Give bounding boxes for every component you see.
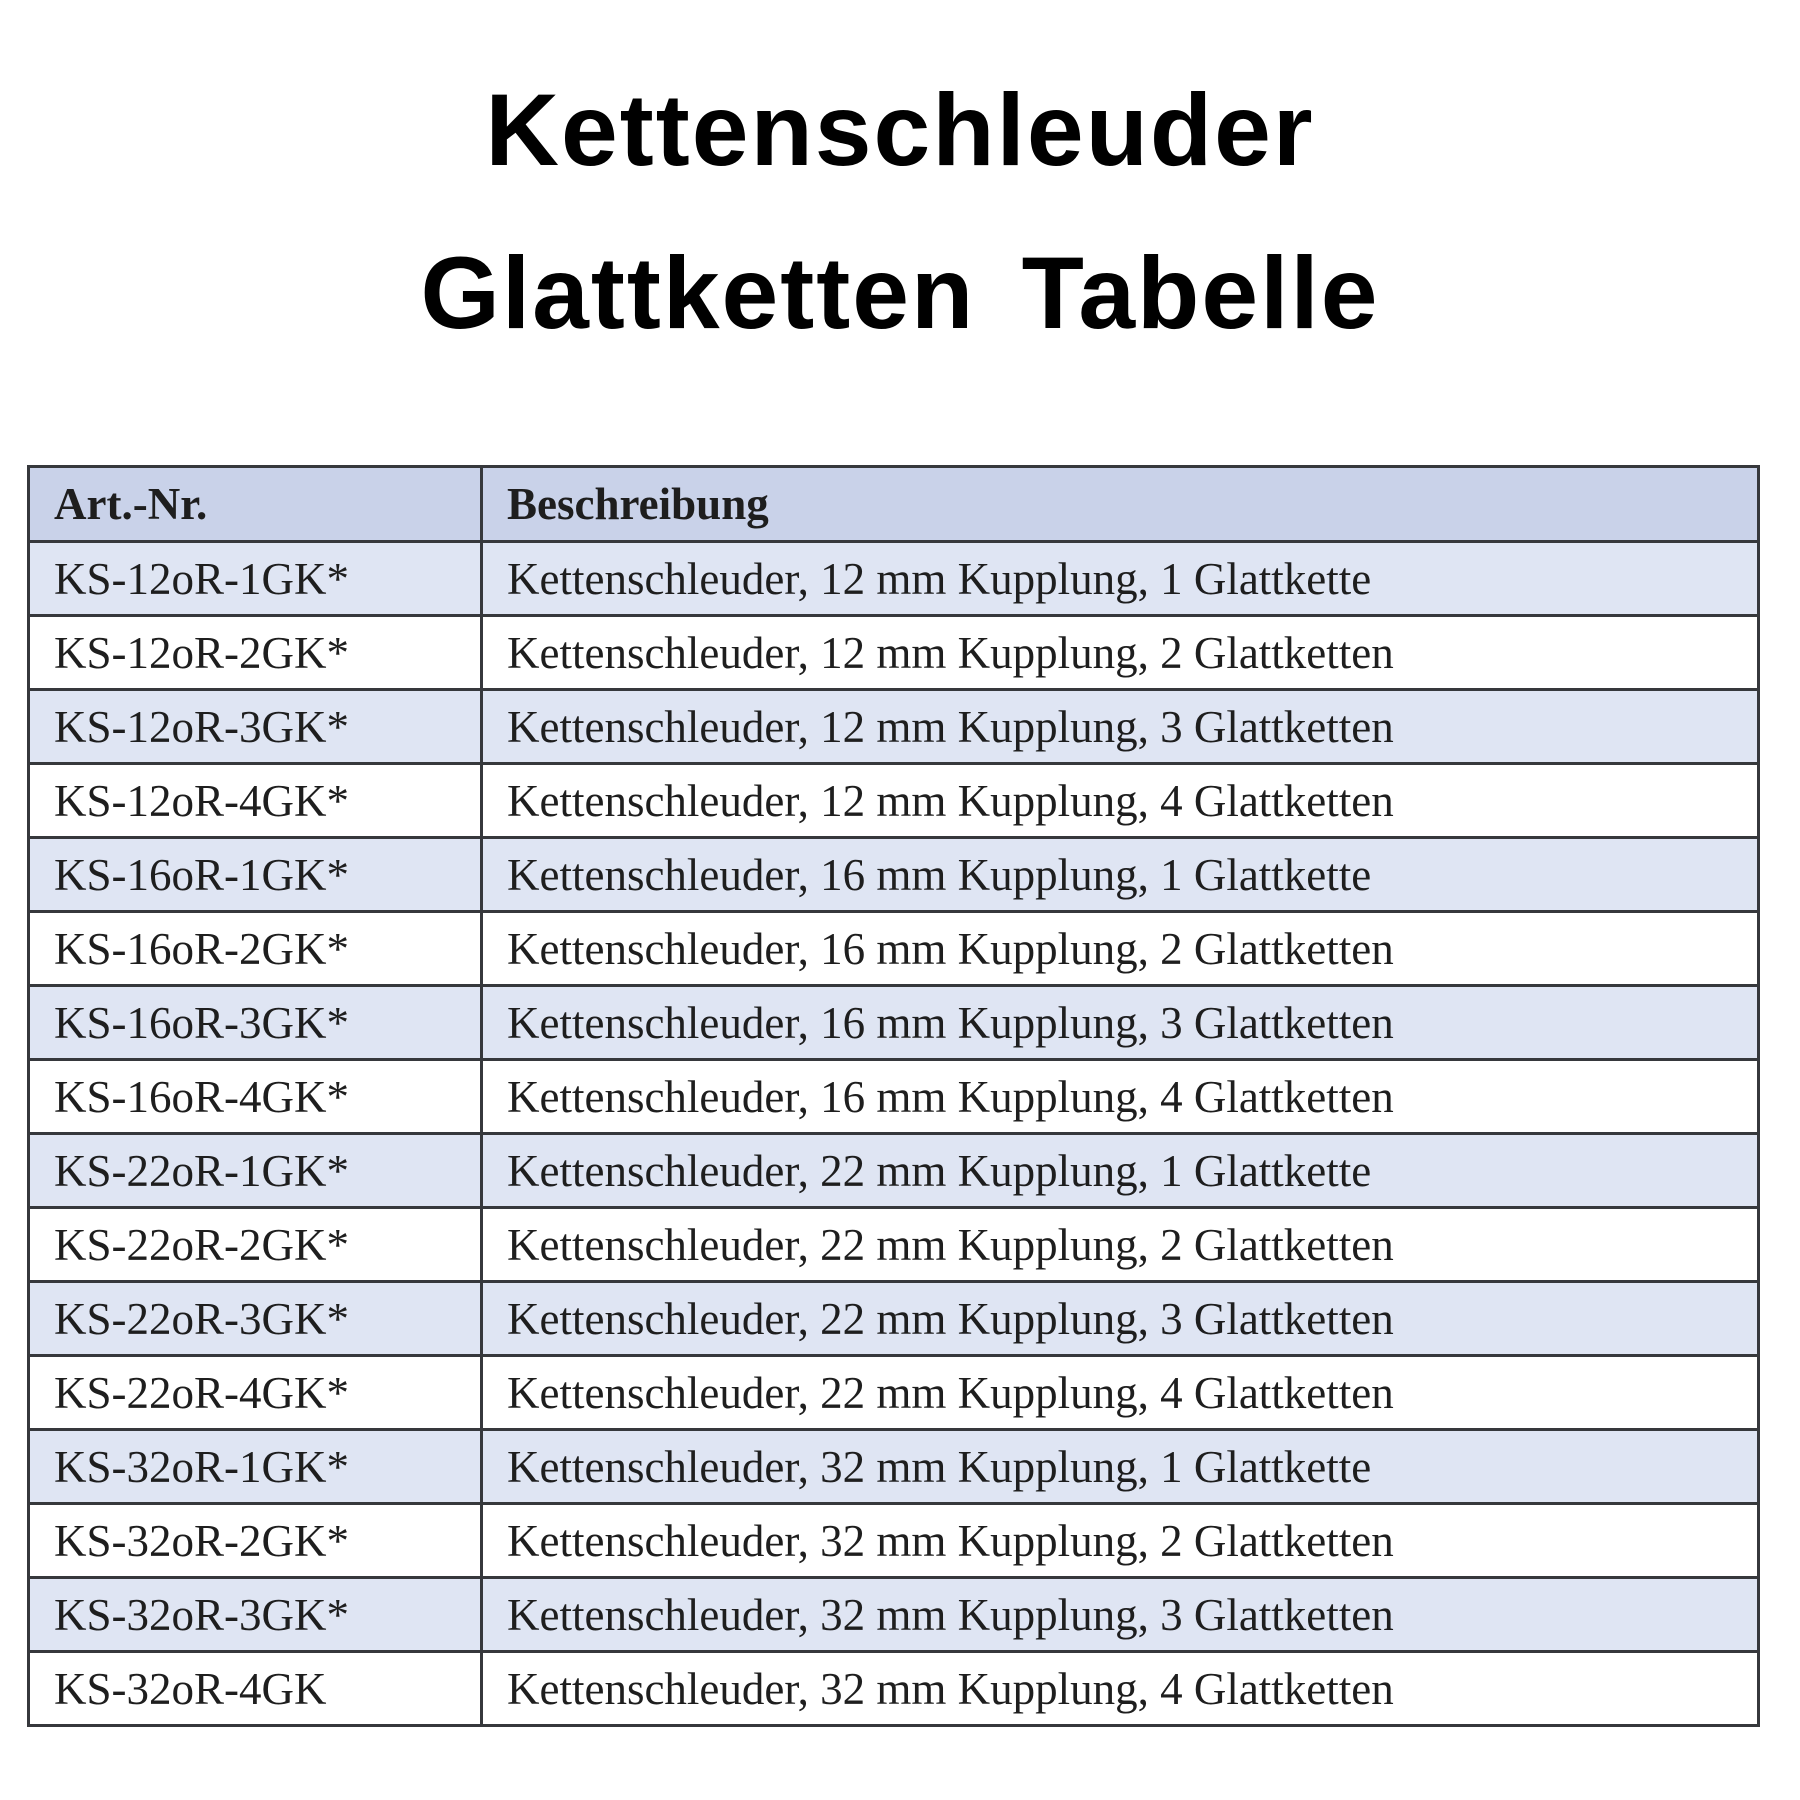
page-title-line-1: Kettenschleuder xyxy=(485,73,1315,187)
cell-art_nr: KS-16oR-2GK* xyxy=(29,912,482,986)
table-row xyxy=(29,1504,1759,1578)
table-row xyxy=(29,542,1759,616)
table-header xyxy=(29,467,1759,542)
table-row xyxy=(29,1208,1759,1282)
cell-art_nr: KS-22oR-3GK* xyxy=(29,1282,482,1356)
cell-art_nr: KS-32oR-2GK* xyxy=(29,1504,482,1578)
cell-art_nr: KS-32oR-3GK* xyxy=(29,1578,482,1652)
table-row xyxy=(29,838,1759,912)
cell-beschreibung: Kettenschleuder, 16 mm Kupplung, 1 Glattkette xyxy=(482,838,1759,912)
cell-art_nr: KS-22oR-4GK* xyxy=(29,1356,482,1430)
table-row xyxy=(29,1356,1759,1430)
table-row xyxy=(29,1430,1759,1504)
table-row xyxy=(29,1652,1759,1726)
cell-art_nr: KS-22oR-2GK* xyxy=(29,1208,482,1282)
cell-art_nr: KS-32oR-1GK* xyxy=(29,1430,482,1504)
table-row xyxy=(29,912,1759,986)
table-row xyxy=(29,690,1759,764)
cell-art_nr: KS-16oR-4GK* xyxy=(29,1060,482,1134)
page-title xyxy=(0,73,1800,350)
cell-beschreibung: Kettenschleuder, 16 mm Kupplung, 4 Glattketten xyxy=(482,1060,1759,1134)
table-row xyxy=(29,1060,1759,1134)
cell-beschreibung: Kettenschleuder, 12 mm Kupplung, 2 Glattketten xyxy=(482,616,1759,690)
cell-beschreibung: Kettenschleuder, 22 mm Kupplung, 3 Glattketten xyxy=(482,1282,1759,1356)
table-row xyxy=(29,764,1759,838)
cell-beschreibung: Kettenschleuder, 16 mm Kupplung, 3 Glattketten xyxy=(482,986,1759,1060)
cell-beschreibung: Kettenschleuder, 22 mm Kupplung, 1 Glattkette xyxy=(482,1134,1759,1208)
table-row xyxy=(29,1282,1759,1356)
cell-beschreibung: Kettenschleuder, 12 mm Kupplung, 1 Glattkette xyxy=(482,542,1759,616)
cell-art_nr: KS-12oR-3GK* xyxy=(29,690,482,764)
table-row xyxy=(29,986,1759,1060)
cell-beschreibung: Kettenschleuder, 32 mm Kupplung, 4 Glattketten xyxy=(482,1652,1759,1726)
cell-beschreibung: Kettenschleuder, 32 mm Kupplung, 1 Glattkette xyxy=(482,1430,1759,1504)
cell-art_nr: KS-16oR-3GK* xyxy=(29,986,482,1060)
column-header-art-nr: Art.-Nr. xyxy=(29,467,482,542)
cell-beschreibung: Kettenschleuder, 12 mm Kupplung, 4 Glattketten xyxy=(482,764,1759,838)
cell-beschreibung: Kettenschleuder, 32 mm Kupplung, 3 Glattketten xyxy=(482,1578,1759,1652)
column-header-beschreibung: Beschreibung xyxy=(482,467,1759,542)
cell-beschreibung: Kettenschleuder, 22 mm Kupplung, 4 Glattketten xyxy=(482,1356,1759,1430)
page-title-line-2: Glattketten Tabelle xyxy=(420,236,1380,350)
cell-art_nr: KS-22oR-1GK* xyxy=(29,1134,482,1208)
cell-art_nr: KS-16oR-1GK* xyxy=(29,838,482,912)
cell-beschreibung: Kettenschleuder, 12 mm Kupplung, 3 Glattketten xyxy=(482,690,1759,764)
cell-beschreibung: Kettenschleuder, 32 mm Kupplung, 2 Glattketten xyxy=(482,1504,1759,1578)
cell-art_nr: KS-12oR-2GK* xyxy=(29,616,482,690)
cell-beschreibung: Kettenschleuder, 16 mm Kupplung, 2 Glattketten xyxy=(482,912,1759,986)
products-table xyxy=(27,465,1760,1727)
header-row xyxy=(29,467,1759,542)
table-row xyxy=(29,616,1759,690)
cell-art_nr: KS-32oR-4GK xyxy=(29,1652,482,1726)
table-body xyxy=(29,542,1759,1726)
cell-art_nr: KS-12oR-1GK* xyxy=(29,542,482,616)
table-row xyxy=(29,1578,1759,1652)
cell-art_nr: KS-12oR-4GK* xyxy=(29,764,482,838)
cell-beschreibung: Kettenschleuder, 22 mm Kupplung, 2 Glattketten xyxy=(482,1208,1759,1282)
table-row xyxy=(29,1134,1759,1208)
